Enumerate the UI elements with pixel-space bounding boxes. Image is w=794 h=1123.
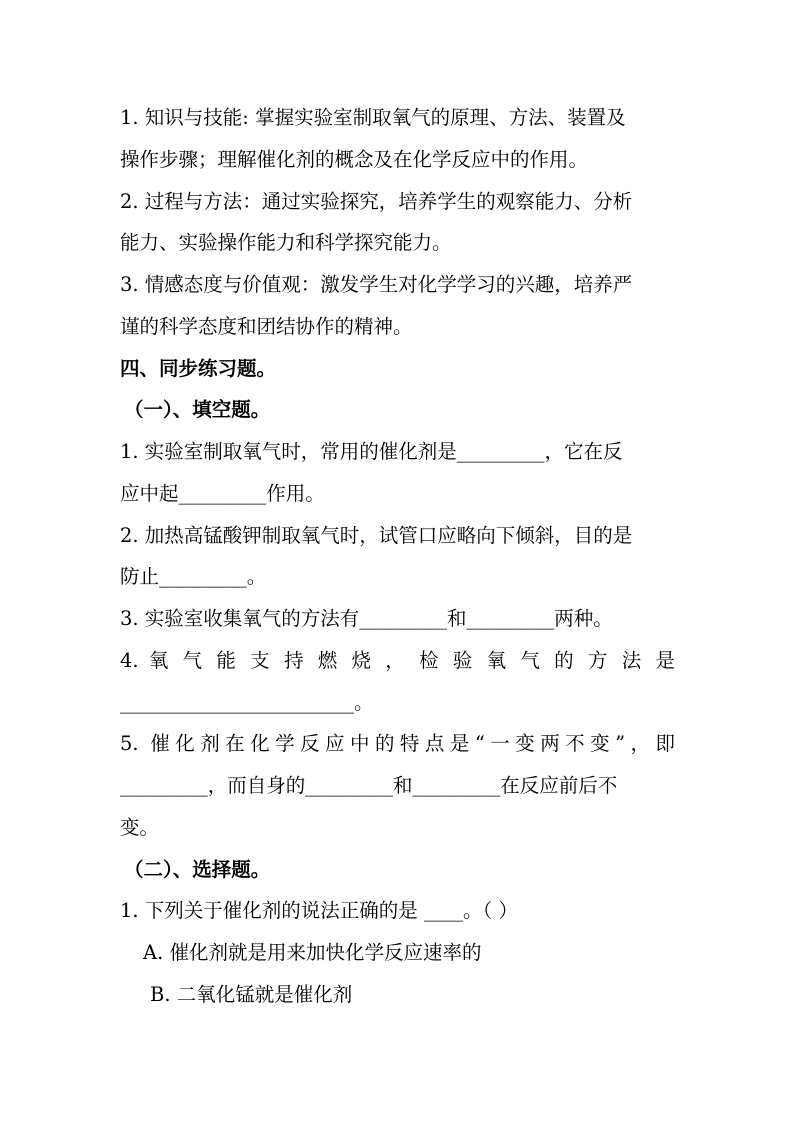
section-title: 四、同步练习题。 <box>120 357 277 380</box>
objective-2-line-1: 2. 过程与方法：通过实验探究，培养学生的观察能力、分析 <box>120 190 633 213</box>
fill-in-heading: （一）、填空题。 <box>124 398 271 421</box>
objective-1-line-2: 操作步骤；理解催化剂的概念及在化学反应中的作用。 <box>120 148 589 171</box>
objective-2-line-2: 能力、实验操作能力和科学探究能力。 <box>120 231 452 254</box>
choice-q1-option-b: B. 二氧化锰就是催化剂 <box>150 983 353 1006</box>
objective-1-line-1: 1. 知识与技能: 掌握实验室制取氧气的原理、方法、装置及 <box>120 106 626 129</box>
choice-heading: （二）、选择题。 <box>124 858 271 881</box>
fill-in-q1-line-2: 应中起_________作用。 <box>120 482 325 505</box>
fill-in-q2-line-1: 2. 加热高锰酸钾制取氧气时，试管口应略向下倾斜，目的是 <box>120 524 633 547</box>
choice-q1-stem: 1. 下列关于催化剂的说法正确的是 ____。（ ） <box>120 899 518 922</box>
fill-in-q1-line-1: 1. 实验室制取氧气时，常用的催化剂是_________，它在反 <box>120 440 623 463</box>
fill-in-q5-line-2: _________，而自身的_________和_________在反应前后不 <box>120 774 618 797</box>
fill-in-q5-line-3: 变。 <box>120 816 160 839</box>
choice-q1-option-a: A. 催化剂就是用来加快化学反应速率的 <box>143 941 482 964</box>
fill-in-q5-line-1: 5. 催化剂在化学反应中的特点是“一变两不变”，即 <box>120 732 675 755</box>
fill-in-q3-line-1: 3. 实验室收集氧气的方法有_________和_________两种。 <box>120 607 613 630</box>
objective-3-line-2: 谨的科学态度和团结协作的精神。 <box>120 315 413 338</box>
fill-in-q2-line-2: 防止_________。 <box>120 565 267 588</box>
fill-in-q4-line-2: ________________________。 <box>120 691 374 714</box>
objective-3-line-1: 3. 情感态度与价值观：激发学生对化学学习的兴趣，培养严 <box>120 273 633 296</box>
fill-in-q4-line-1: 4. 氧 气 能 支 持 燃 烧 ， 检 验 氧 气 的 方 法 是 <box>120 649 675 672</box>
